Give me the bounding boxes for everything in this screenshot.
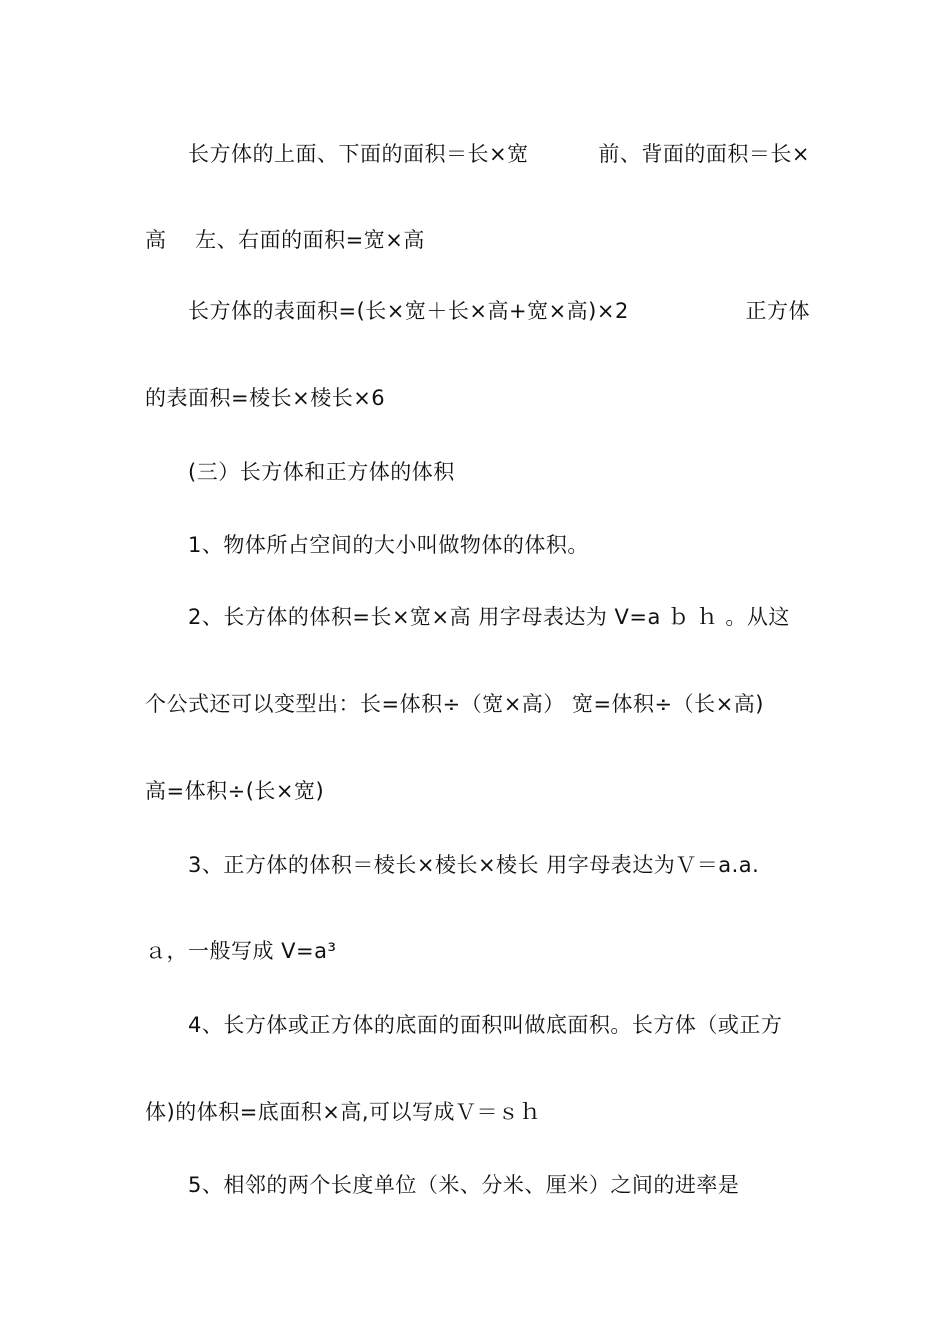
paragraph-line-1	[188, 140, 810, 168]
paragraph-line-9: 高=体积÷(长×宽)	[145, 779, 325, 803]
paragraph-line-7: 2、长方体的体积=长×宽×高 用字母表达为 V=a ｂ ｈ 。从这	[188, 605, 790, 629]
paragraph-line-11: ａ，一般写成 V=a³	[145, 939, 337, 963]
paragraph-line-6: 1、物体所占空间的大小叫做物体的体积。	[188, 533, 589, 557]
line-3-right: 正方体	[745, 299, 810, 323]
paragraph-line-2: 高 左、右面的面积=宽×高	[145, 228, 425, 252]
paragraph-line-3	[188, 297, 810, 325]
line-1-left: 长方体的上面、下面的面积＝长×宽	[188, 142, 529, 166]
paragraph-line-8: 个公式还可以变型出：长=体积÷（宽×高） 宽=体积÷（长×高)	[145, 692, 764, 716]
line-1-right: 前、背面的面积＝长×	[598, 142, 810, 166]
paragraph-line-13: 体)的体积=底面积×高,可以写成Ｖ＝ｓｈ	[145, 1100, 542, 1124]
paragraph-line-12: 4、长方体或正方体的底面的面积叫做底面积。长方体（或正方	[188, 1013, 783, 1037]
section-heading: (三）长方体和正方体的体积	[188, 460, 455, 484]
paragraph-line-14: 5、相邻的两个长度单位（米、分米、厘米）之间的进率是	[188, 1173, 740, 1197]
line-3-left: 长方体的表面积=(长×宽＋长×高+宽×高)×2	[188, 299, 629, 323]
paragraph-line-4: 的表面积=棱长×棱长×6	[145, 386, 386, 410]
paragraph-line-10: 3、正方体的体积＝棱长×棱长×棱长 用字母表达为Ｖ＝a.a.	[188, 853, 760, 877]
